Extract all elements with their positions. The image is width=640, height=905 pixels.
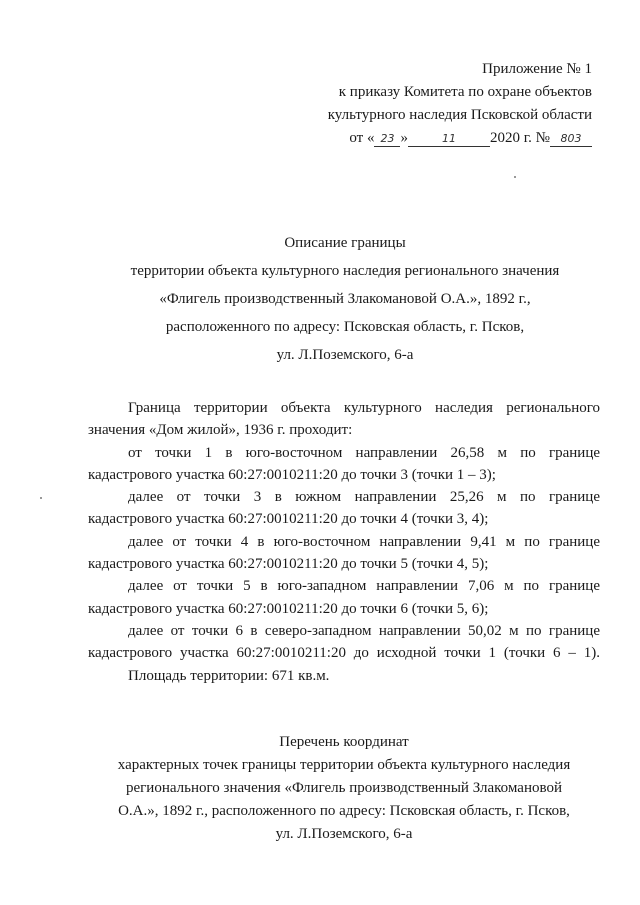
description-title-line: «Флигель производственный Злакомановой О.А.», 1892 г., bbox=[159, 291, 531, 307]
body-line: кадастрового участка 60:27:0010211:20 до исходной точки 1 (точки 6 – 1). bbox=[88, 645, 600, 662]
body-line: далее от точки 6 в северо-западном направлении 50,02 м по границе bbox=[128, 622, 600, 639]
description-title-line: Описание границы bbox=[284, 235, 406, 251]
coordinates-title bbox=[78, 731, 610, 846]
appendix-label: Приложение № 1 bbox=[482, 61, 592, 77]
date-prefix: от « bbox=[349, 130, 375, 146]
coordinates-title-line: О.А.», 1892 г., расположенного по адресу: Псковская область, г. Псков, bbox=[118, 803, 570, 819]
body-line: значения «Дом жилой», 1936 г. проходит: bbox=[88, 422, 353, 439]
order-reference: к приказу Комитета по охране объектов bbox=[338, 84, 592, 100]
scan-speck bbox=[40, 497, 42, 499]
body-line: кадастрового участка 60:27:0010211:20 до точки 4 (точки 3, 4); bbox=[88, 511, 489, 528]
year-text: 2020 г. № bbox=[489, 130, 550, 146]
body-line: далее от точки 3 в южном направлении 25,26 м по границе bbox=[128, 489, 600, 506]
body-line: Граница территории объекта культурного наследия регионального bbox=[128, 400, 600, 416]
handwritten-number: 803 bbox=[550, 132, 592, 147]
handwritten-month: 11 bbox=[408, 132, 490, 147]
description-title-line: территории объекта культурного наследия регионального значения bbox=[130, 263, 560, 279]
date-mid: » bbox=[400, 130, 408, 146]
body-line: кадастрового участка 60:27:0010211:20 до точки 5 (точки 4, 5); bbox=[88, 556, 489, 573]
coordinates-title-line: характерных точек границы территории объекта культурного наследия bbox=[117, 757, 571, 773]
description-title-line: расположенного по адресу: Псковская область, г. Псков, bbox=[165, 319, 525, 335]
body-line: кадастрового участка 60:27:0010211:20 до точки 3 (точки 1 – 3); bbox=[88, 466, 496, 483]
scan-speck bbox=[514, 176, 516, 178]
coordinates-title-line: Перечень координат bbox=[279, 734, 409, 750]
body-line: далее от точки 4 в юго-восточном направлении 9,41 м по границе bbox=[128, 533, 600, 550]
area-line: Площадь территории: 671 кв.м. bbox=[128, 667, 330, 684]
committee-name: культурного наследия Псковской области bbox=[327, 107, 592, 123]
coordinates-title-line: ул. Л.Поземского, 6-а bbox=[275, 826, 413, 842]
description-title bbox=[80, 229, 610, 369]
coordinates-title-line: регионального значения «Флигель производственный Злакомановой bbox=[126, 780, 562, 796]
body-line: от точки 1 в юго-восточном направлении 26,58 м по границе bbox=[128, 444, 600, 461]
order-date-line bbox=[292, 127, 592, 150]
boundary-description bbox=[88, 397, 600, 687]
handwritten-day: 23 bbox=[374, 132, 400, 147]
body-line: далее от точки 5 в юго-западном направлении 7,06 м по границе bbox=[128, 578, 600, 595]
approval-block bbox=[292, 58, 592, 150]
body-line: кадастрового участка 60:27:0010211:20 до точки 6 (точки 5, 6); bbox=[88, 600, 489, 617]
description-title-line: ул. Л.Поземского, 6-а bbox=[276, 347, 414, 363]
